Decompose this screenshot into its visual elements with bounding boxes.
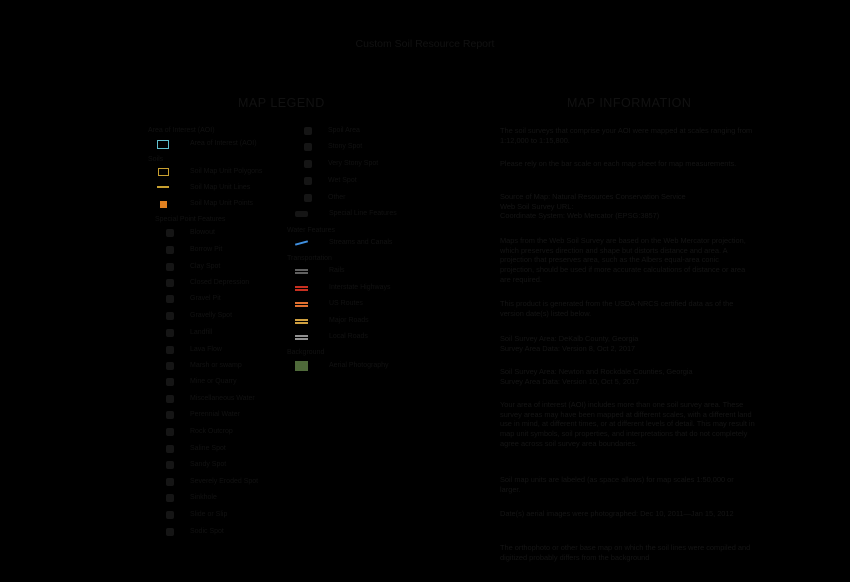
info-paragraph: Your area of interest (AOI) includes more than one soil survey area. These survey areas may have been mapped at different scales, with a different land use in mind, at different times, or at different levels of detail. This may result in map unit symbols, soil properties, and interpretations that do not completely agree across soil survey area boundaries. xyxy=(500,400,755,448)
gravel-pit-icon xyxy=(166,295,174,303)
map-information-heading: MAP INFORMATION xyxy=(567,96,692,110)
soil-line-icon xyxy=(157,186,169,191)
info-paragraph: Soil map units are labeled (as space allows) for map scales 1:50,000 or larger. xyxy=(500,475,734,494)
info-survey-block: Soil Survey Area: DeKalb County, Georgia Survey Area Data: Version 8, Oct 2, 2017 xyxy=(500,334,639,353)
clay-spot-icon xyxy=(166,263,174,271)
legend-group-aoi: Area of Interest (AOI) xyxy=(148,127,215,134)
major-road-icon xyxy=(295,319,308,324)
aerial-photo-icon xyxy=(295,361,308,371)
lava-flow-icon xyxy=(166,346,174,354)
sandy-spot-icon xyxy=(166,461,174,469)
local-road-icon xyxy=(295,335,308,340)
landfill-icon xyxy=(166,329,174,337)
borrow-pit-icon xyxy=(166,246,174,254)
info-paragraph: The soil surveys that comprise your AOI were mapped at scales ranging from 1:12,000 to 1:15,800. xyxy=(500,126,753,145)
legend-group-special-points: Special Point Features xyxy=(155,216,226,223)
soil-point-icon xyxy=(160,201,167,208)
us-route-icon xyxy=(295,302,308,307)
sinkhole-icon xyxy=(166,494,174,502)
sodic-spot-icon xyxy=(166,528,174,536)
map-legend-heading: MAP LEGEND xyxy=(238,96,325,110)
page-title: Custom Soil Resource Report xyxy=(355,38,495,50)
stream-icon xyxy=(294,240,307,245)
blowout-icon xyxy=(166,229,174,237)
info-paragraph: The orthophoto or other base map on which the soil lines were compiled and digitized probably differs from the background xyxy=(500,543,751,562)
perennial-water-icon xyxy=(166,411,174,419)
aoi-boundary-icon xyxy=(157,140,169,149)
marsh-icon xyxy=(166,362,174,370)
interstate-icon xyxy=(295,286,308,291)
slide-slip-icon xyxy=(166,511,174,519)
legend-group-transportation: Transportation xyxy=(287,255,332,262)
legend-group-soils: Soils xyxy=(148,156,164,163)
closed-depression-icon xyxy=(166,279,174,287)
mine-quarry-icon xyxy=(166,378,174,386)
info-paragraph: Please rely on the bar scale on each map sheet for map measurements. xyxy=(500,159,737,168)
wet-spot-icon xyxy=(304,177,312,185)
miscellaneous-water-icon xyxy=(166,395,174,403)
info-survey-block: Soil Survey Area: Newton and Rockdale Counties, Georgia Survey Area Data: Version 10, Oct 5, 2017 xyxy=(500,367,693,386)
saline-spot-icon xyxy=(166,445,174,453)
other-icon xyxy=(304,194,312,202)
soil-polygon-icon xyxy=(158,168,169,176)
severely-eroded-spot-icon xyxy=(166,478,174,486)
special-line-icon xyxy=(295,211,308,217)
info-paragraph: This product is generated from the USDA-NRCS certified data as of the version date(s) listed below. xyxy=(500,299,734,318)
rails-icon xyxy=(295,269,308,274)
spoil-area-icon xyxy=(304,127,312,135)
legend-group-background: Background xyxy=(287,349,325,356)
info-paragraph: Date(s) aerial images were photographed: Dec 10, 2011—Jan 15, 2012 xyxy=(500,509,734,518)
very-stony-spot-icon xyxy=(304,160,312,168)
legend-group-water: Water Features xyxy=(287,227,335,234)
rock-outcrop-icon xyxy=(166,428,174,436)
gravelly-spot-icon xyxy=(166,312,174,320)
info-paragraph: Maps from the Web Soil Survey are based on the Web Mercator projection, which preserves direction and shape but distorts distance and area. A projection that preserves area, such as the Albers equal-area conic projection, should be used if more accurate calculations of distance or area are required. xyxy=(500,236,746,284)
stony-spot-icon xyxy=(304,143,312,151)
info-source-block: Source of Map: Natural Resources Conservation Service Web Soil Survey URL: Coordinate System: Web Mercator (EPSG:3857) xyxy=(500,192,686,221)
